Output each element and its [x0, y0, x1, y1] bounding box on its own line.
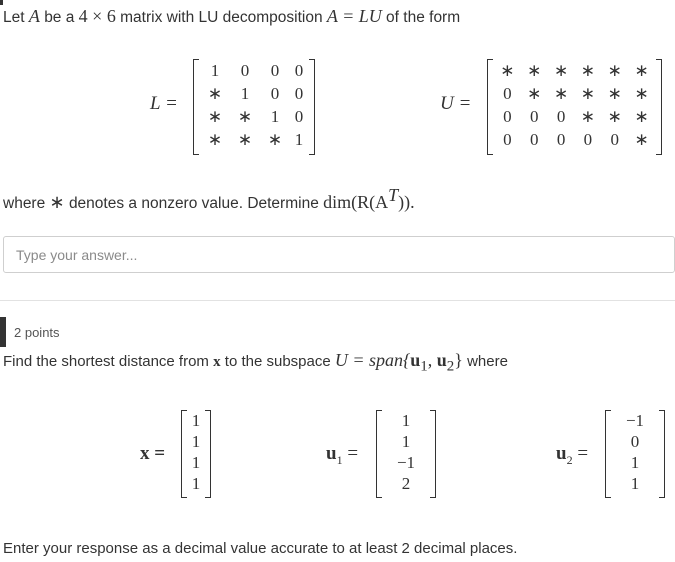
u1-vector-entry: 1 — [401, 411, 411, 430]
u1-vector-row — [383, 452, 429, 473]
L-matrix-entry: ∗ — [237, 130, 253, 149]
u1-label — [326, 443, 358, 468]
U-matrix-row — [494, 105, 655, 128]
U-matrix-entry: ∗ — [634, 84, 649, 103]
U-matrix — [487, 59, 662, 155]
q2-u1-sub: 1 — [420, 358, 428, 375]
U-matrix-entry: ∗ — [607, 84, 622, 103]
U-matrix-row — [494, 59, 655, 82]
x-vector-row — [188, 431, 204, 452]
x-vector-entry: 1 — [191, 453, 201, 472]
U-matrix-entry: ∗ — [553, 61, 569, 80]
L-matrix-row — [200, 59, 308, 82]
L-label — [150, 93, 178, 115]
q1-dimensions: 4 × 6 — [78, 6, 116, 26]
u2-left-bracket — [605, 410, 611, 498]
q1-dim-expr-text: dim(R(A — [323, 192, 389, 212]
points-marker — [0, 317, 6, 347]
U-matrix-entry: ∗ — [607, 61, 622, 80]
U-matrix-entry: 0 — [503, 107, 512, 126]
q1-text-of-the-form: of the form — [386, 9, 461, 26]
u1-equals: = — [347, 443, 359, 464]
q1-text-where: where — [3, 195, 46, 212]
q2-text-find: Find the shortest distance from — [3, 353, 209, 370]
u2-vector-row — [612, 473, 658, 494]
q1-text-determine: denotes a nonzero value. Determine — [68, 195, 319, 212]
L-left-bracket — [193, 59, 199, 155]
u2-equals: = — [577, 443, 589, 464]
u2-vector-entry: 0 — [630, 432, 640, 451]
U-matrix-entry: 0 — [503, 84, 512, 103]
x-left-bracket — [181, 410, 187, 498]
x-right-bracket — [205, 410, 211, 498]
L-matrix-entry: 1 — [210, 61, 220, 80]
u1-vector — [376, 410, 436, 498]
L-matrix-entry: 0 — [294, 61, 304, 80]
q2-span-close: } — [454, 350, 463, 370]
x-vector-entry: 1 — [191, 474, 201, 493]
u1-label-sub: 1 — [336, 452, 343, 467]
x-vector-row — [188, 410, 204, 431]
q2-span-expression — [334, 350, 463, 375]
q1-text-be-a: be a — [44, 9, 75, 26]
L-matrix-entry: ∗ — [237, 107, 253, 126]
answer-input[interactable] — [3, 236, 675, 273]
U-matrix-entry: ∗ — [553, 84, 569, 103]
u1-right-bracket — [430, 410, 436, 498]
U-matrix-entry: 0 — [529, 107, 539, 126]
U-matrix-entry: ∗ — [527, 84, 542, 103]
q2-x-symbol: x — [213, 354, 221, 370]
U-label — [440, 93, 471, 115]
points-label: 2 points — [14, 325, 60, 340]
U-matrix-entry: 0 — [503, 130, 512, 149]
q2-u1: u — [410, 350, 421, 370]
question1-prompt — [3, 6, 460, 27]
u2-vector-row — [612, 410, 658, 431]
L-matrix-row — [200, 82, 308, 105]
top-accent-bar — [0, 0, 3, 5]
question1-where-text — [3, 185, 415, 213]
L-matrix-entry: 0 — [240, 61, 250, 80]
L-matrix-entry: 1 — [270, 107, 280, 126]
U-matrix-entry: 0 — [583, 130, 593, 149]
U-matrix-entry: ∗ — [634, 61, 649, 80]
q1-text-matrix-with: matrix with LU decomposition — [120, 9, 323, 26]
u2-label-text: u — [556, 443, 567, 464]
L-matrix-entry: ∗ — [267, 130, 283, 149]
x-label-text: x = — [140, 443, 166, 464]
L-matrix-entry: 0 — [270, 84, 280, 103]
U-matrix-entry: ∗ — [500, 61, 515, 80]
U-matrix-entry: 0 — [610, 130, 619, 149]
u1-vector-row — [383, 431, 429, 452]
L-matrix-entry: ∗ — [207, 84, 223, 103]
q1-transpose: T — [388, 185, 399, 205]
u1-vector-row — [383, 410, 429, 431]
u1-vector-entry: 1 — [401, 432, 411, 451]
q2-u2: u — [436, 350, 447, 370]
U-matrix-row — [494, 82, 655, 105]
L-matrix — [193, 59, 315, 155]
x-label — [140, 443, 165, 465]
q2-text-where: where — [467, 353, 508, 370]
q1-lu-equation: A = LU — [326, 6, 382, 26]
U-label-text: U = — [440, 93, 472, 114]
U-matrix-entry: ∗ — [527, 61, 542, 80]
q1-matrix-symbol: A — [28, 6, 40, 26]
u2-vector-entry: 1 — [630, 474, 640, 493]
U-matrix-entry: ∗ — [580, 61, 596, 80]
U-matrix-row — [494, 128, 655, 151]
L-matrix-row — [200, 128, 308, 151]
x-vector — [181, 410, 211, 498]
u2-right-bracket — [659, 410, 665, 498]
L-label-text: L = — [150, 93, 178, 114]
x-vector-row — [188, 452, 204, 473]
x-vector-entry: 1 — [191, 411, 201, 430]
x-vector-row — [188, 473, 204, 494]
u2-label — [556, 443, 588, 468]
L-matrix-row — [200, 105, 308, 128]
L-right-bracket — [309, 59, 315, 155]
U-matrix-entry: ∗ — [634, 107, 649, 126]
q1-dim-close: )). — [398, 192, 415, 212]
u2-vector-entry: −1 — [625, 411, 645, 430]
U-right-bracket — [656, 59, 662, 155]
q2-text-subspace: to the subspace — [224, 353, 331, 370]
U-matrix-entry: ∗ — [607, 107, 622, 126]
U-matrix-entry: ∗ — [580, 84, 596, 103]
u1-label-text: u — [326, 443, 337, 464]
u2-vector-entry: 1 — [630, 453, 640, 472]
question2-prompt — [3, 350, 508, 376]
L-matrix-entry: 0 — [294, 84, 304, 103]
u2-label-sub: 2 — [566, 452, 573, 467]
U-matrix-entry: 0 — [556, 130, 566, 149]
question-divider — [0, 300, 675, 301]
q1-dim-expression — [323, 185, 415, 212]
U-matrix-entry: 0 — [556, 107, 566, 126]
U-matrix-entry: ∗ — [580, 107, 596, 126]
U-matrix-entry: ∗ — [634, 130, 649, 149]
x-vector-entry: 1 — [191, 432, 201, 451]
L-matrix-entry: 0 — [270, 61, 280, 80]
L-matrix-entry: 1 — [240, 84, 250, 103]
u1-vector-entry: 2 — [401, 474, 411, 493]
q2-instructions: Enter your response as a decimal value accurate to at least 2 decimal places. — [3, 540, 518, 557]
u2-vector-row — [612, 452, 658, 473]
q1-text-let: Let — [3, 9, 25, 26]
q2-u2-sub: 2 — [446, 358, 455, 375]
q2-span-open: U = span{ — [334, 350, 411, 370]
u1-vector-row — [383, 473, 429, 494]
L-matrix-entry: 0 — [294, 107, 304, 126]
u2-vector-row — [612, 431, 658, 452]
q1-star-symbol: ∗ — [49, 192, 65, 212]
U-left-bracket — [487, 59, 493, 155]
u1-left-bracket — [376, 410, 382, 498]
U-matrix-entry: 0 — [529, 130, 539, 149]
L-matrix-entry: ∗ — [207, 130, 223, 149]
q2-comma: , — [427, 350, 437, 370]
L-matrix-entry: ∗ — [207, 107, 223, 126]
u2-vector — [605, 410, 665, 498]
L-matrix-entry: 1 — [294, 130, 304, 149]
u1-vector-entry: −1 — [396, 453, 416, 472]
